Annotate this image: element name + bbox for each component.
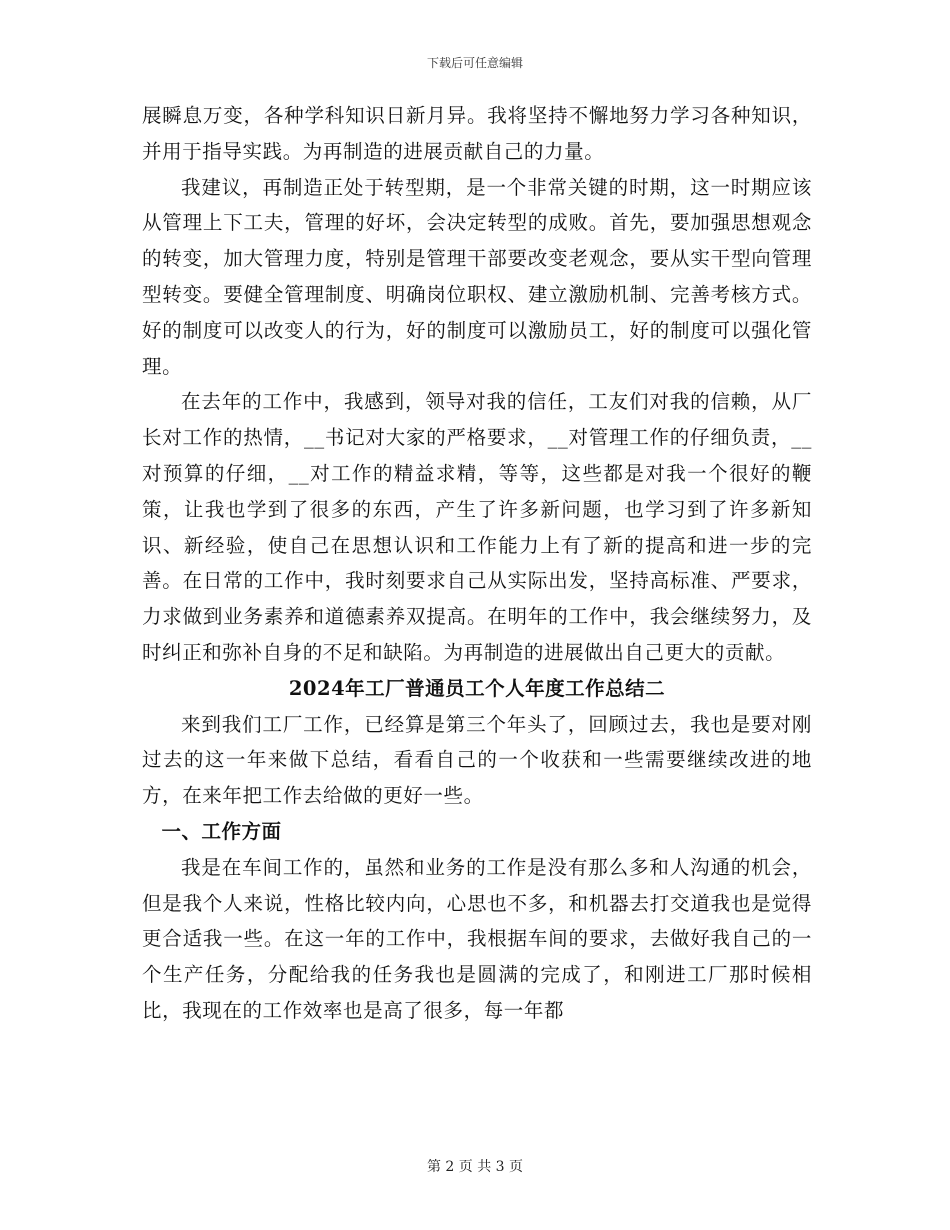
- page-number: 第 2 页 共 3 页: [426, 1159, 524, 1175]
- sub-heading-work: 一、工作方面: [161, 819, 282, 843]
- document-body: [142, 98, 812, 1029]
- paragraph-intro: 来到我们工厂工作，已经算是第三个年头了，回顾过去，我也是要对刚过去的这一年来做下总结，看看自己的一个收获和一些需要继续改进的地方，在来年把工作去给做的更好一些。: [142, 712, 812, 808]
- header-note: 下载后可任意编辑: [426, 56, 523, 70]
- section-title: 2024年工厂普通员工个人年度工作总结二: [288, 676, 666, 700]
- paragraph-work-aspect: 我是在车间工作的，虽然和业务的工作是没有那么多和人沟通的机会，但是我个人来说，性格比较内向，心思也不多，和机器去打交道我也是觉得更合适我一些。在这一年的工作中，我根据车间的要求，去做好我自己的一个生产任务，分配给我的任务我也是圆满的完成了，和刚进工厂那时候相比，我现在的工作效率也是高了很多，每一年都: [142, 855, 812, 1022]
- paragraph-last-year-work: 在去年的工作中，我感到，领导对我的信任，工友们对我的信赖，从厂长对工作的热情，__书记对大家的严格要求，__对管理工作的仔细负责，__对预算的仔细，__对工作的精益求精，等等，这些都是对我一个很好的鞭策，让我也学到了很多的东西，产生了许多新问题，也学习到了许多新知识、新经验，使自己在思想认识和工作能力上有了新的提高和进一步的完善。在日常的工作中，我时刻要求自己从实际出发，坚持高标准、严要求，力求做到业务素养和道德素养双提高。在明年的工作中，我会继续努力，及时纠正和弥补自身的不足和缺陷。为再制造的进展做出自己更大的贡献。: [142, 390, 812, 664]
- paragraph-continuation: 展瞬息万变，各种学科知识日新月异。我将坚持不懈地努力学习各种知识，并用于指导实践。为再制造的进展贡献自己的力量。: [142, 104, 812, 163]
- paragraph-suggestion: 我建议，再制造正处于转型期，是一个非常关键的时期，这一时期应该从管理上下工夫，管理的好坏，会决定转型的成败。首先，要加强思想观念的转变，加大管理力度，特别是管理干部要改变老观念，要从实干型向管理型转变。要健全管理制度、明确岗位职权、建立激励机制、完善考核方式。好的制度可以改变人的行为，好的制度可以激励员工，好的制度可以强化管理。: [142, 175, 812, 378]
